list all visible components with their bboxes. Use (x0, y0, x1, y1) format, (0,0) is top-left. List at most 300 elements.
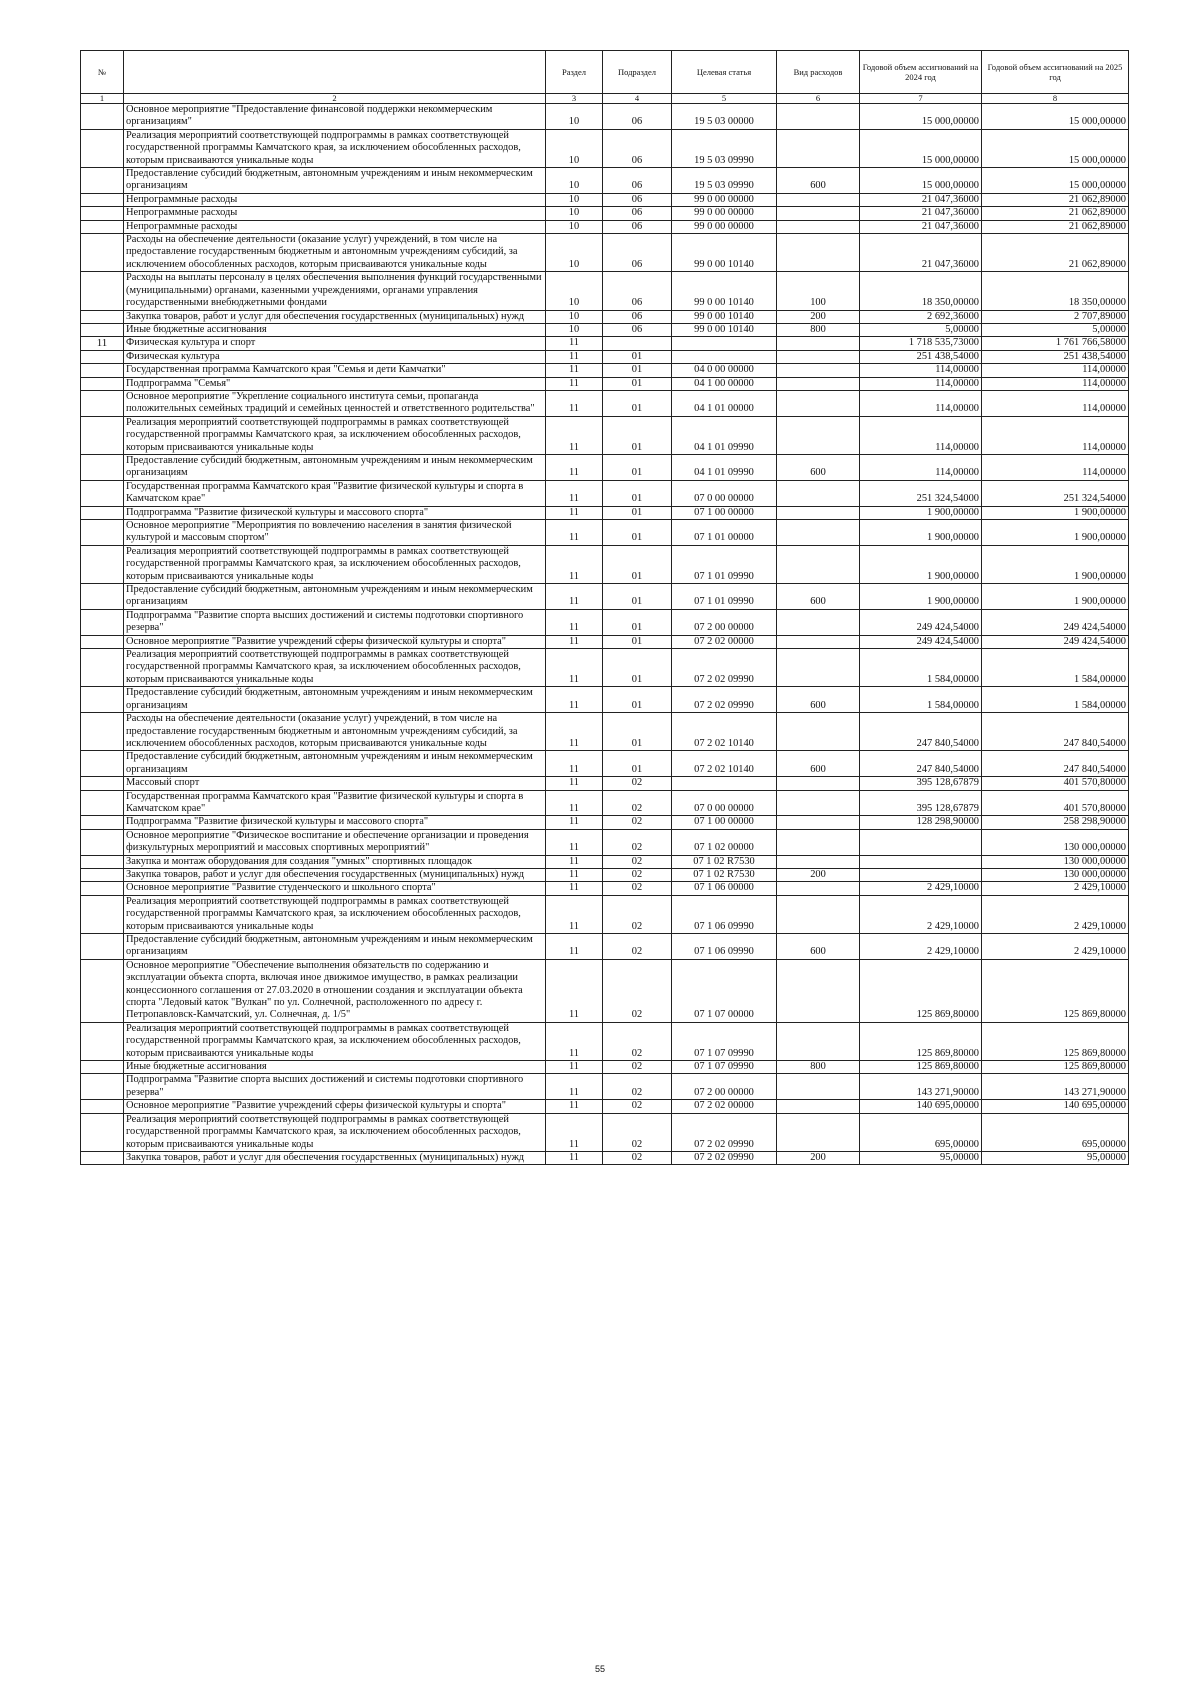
column-number: 1 (81, 94, 124, 104)
row-number (81, 377, 124, 390)
row-amount-2025: 114,00000 (982, 454, 1129, 480)
row-name: Физическая культура (124, 350, 546, 363)
row-amount-2024: 15 000,00000 (860, 104, 982, 130)
row-expense-type (777, 609, 860, 635)
table-row (81, 1113, 1129, 1151)
row-target-article: 07 1 07 00000 (672, 959, 777, 1022)
row-expense-type (777, 635, 860, 648)
row-amount-2024: 2 429,10000 (860, 895, 982, 933)
row-target-article: 07 1 00 00000 (672, 506, 777, 519)
column-number: 5 (672, 94, 777, 104)
row-razdel: 11 (546, 882, 603, 895)
row-name: Основное мероприятие "Развитие студенческого и школьного спорта" (124, 882, 546, 895)
budget-sheet (80, 50, 1128, 1165)
row-target-article: 07 1 06 09990 (672, 895, 777, 933)
row-expense-type: 200 (777, 310, 860, 323)
table-row (81, 520, 1129, 546)
row-amount-2024: 2 429,10000 (860, 882, 982, 895)
header-razdel: Раздел (546, 51, 603, 94)
row-expense-type: 200 (777, 868, 860, 881)
row-number (81, 959, 124, 1022)
row-number (81, 777, 124, 790)
row-podrazdel: 02 (603, 816, 672, 829)
table-row (81, 193, 1129, 206)
row-name: Подпрограмма "Развитие спорта высших достижений и системы подготовки спортивного резерва" (124, 609, 546, 635)
row-expense-type: 600 (777, 687, 860, 713)
row-podrazdel: 02 (603, 895, 672, 933)
row-podrazdel: 06 (603, 129, 672, 167)
row-podrazdel: 06 (603, 193, 672, 206)
row-name: Основное мероприятие "Физическое воспитание и обеспечение организации и проведения физкультурных мероприятий и массовых спортивных мероприятий" (124, 829, 546, 855)
table-body (81, 104, 1129, 1165)
row-number (81, 687, 124, 713)
row-number (81, 882, 124, 895)
row-number (81, 506, 124, 519)
table-row (81, 323, 1129, 336)
row-name: Закупка и монтаж оборудования для создания "умных" спортивных площадок (124, 855, 546, 868)
row-name: Закупка товаров, работ и услуг для обеспечения государственных (муниципальных) нужд (124, 310, 546, 323)
row-number (81, 220, 124, 233)
row-expense-type: 200 (777, 1151, 860, 1164)
row-number: 11 (81, 337, 124, 350)
row-name: Основное мероприятие "Обеспечение выполнения обязательств по содержанию и эксплуатации объекта спорта, включая иное движимое имущество, в рамках реализации концессионного соглашения от 27.03.2020 в отношении создания и эксплуатации объекта спорта "Ледовый каток "Вулкан" по ул. Солнечной, расположенного по адресу г. Петропавловск-Камчатский, ул. Солнечная, д. 1/5" (124, 959, 546, 1022)
row-razdel: 11 (546, 649, 603, 687)
row-name: Непрограммные расходы (124, 207, 546, 220)
row-amount-2025: 258 298,90000 (982, 816, 1129, 829)
row-amount-2024: 15 000,00000 (860, 168, 982, 194)
row-expense-type (777, 234, 860, 272)
row-amount-2024: 249 424,54000 (860, 609, 982, 635)
row-amount-2024: 21 047,36000 (860, 220, 982, 233)
row-amount-2025: 251 324,54000 (982, 480, 1129, 506)
row-podrazdel: 01 (603, 635, 672, 648)
table-row (81, 959, 1129, 1022)
row-razdel: 11 (546, 506, 603, 519)
row-number (81, 649, 124, 687)
row-razdel: 11 (546, 868, 603, 881)
row-razdel: 11 (546, 1022, 603, 1060)
row-amount-2025: 695,00000 (982, 1113, 1129, 1151)
row-razdel: 11 (546, 895, 603, 933)
row-expense-type (777, 790, 860, 816)
row-amount-2024: 247 840,54000 (860, 713, 982, 751)
row-expense-type (777, 416, 860, 454)
table-row (81, 635, 1129, 648)
row-expense-type (777, 1022, 860, 1060)
row-amount-2025: 125 869,80000 (982, 1022, 1129, 1060)
row-number (81, 168, 124, 194)
row-target-article: 19 5 03 09990 (672, 168, 777, 194)
row-podrazdel: 01 (603, 364, 672, 377)
row-razdel: 11 (546, 364, 603, 377)
row-number (81, 272, 124, 310)
row-amount-2025: 1 584,00000 (982, 649, 1129, 687)
row-amount-2025: 21 062,89000 (982, 193, 1129, 206)
row-expense-type (777, 520, 860, 546)
table-row (81, 855, 1129, 868)
row-number (81, 454, 124, 480)
row-expense-type (777, 649, 860, 687)
row-amount-2025: 18 350,00000 (982, 272, 1129, 310)
row-number (81, 323, 124, 336)
row-razdel: 11 (546, 416, 603, 454)
row-podrazdel: 02 (603, 1074, 672, 1100)
row-razdel: 11 (546, 454, 603, 480)
row-razdel: 11 (546, 377, 603, 390)
row-amount-2025: 251 438,54000 (982, 350, 1129, 363)
row-name: Предоставление субсидий бюджетным, автономным учреждениям и иным некоммерческим организациям (124, 687, 546, 713)
row-name: Расходы на обеспечение деятельности (оказание услуг) учреждений, в том числе на предоставление государственным бюджетным и автономным учреждениям субсидий, за исключением обособленных расходов, которым присваиваются уникальные коды (124, 234, 546, 272)
row-amount-2024: 1 718 535,73000 (860, 337, 982, 350)
row-podrazdel: 01 (603, 609, 672, 635)
table-row (81, 416, 1129, 454)
row-name: Иные бюджетные ассигнования (124, 323, 546, 336)
row-target-article: 07 1 01 09990 (672, 545, 777, 583)
row-razdel: 11 (546, 350, 603, 363)
row-podrazdel: 01 (603, 506, 672, 519)
header-target-article: Целевая статья (672, 51, 777, 94)
row-number (81, 1074, 124, 1100)
row-amount-2025: 114,00000 (982, 416, 1129, 454)
row-podrazdel: 01 (603, 377, 672, 390)
row-name: Подпрограмма "Семья" (124, 377, 546, 390)
row-amount-2025: 130 000,00000 (982, 855, 1129, 868)
row-razdel: 11 (546, 959, 603, 1022)
row-expense-type (777, 193, 860, 206)
row-number (81, 390, 124, 416)
row-amount-2025: 401 570,80000 (982, 777, 1129, 790)
row-razdel: 10 (546, 104, 603, 130)
row-podrazdel: 02 (603, 868, 672, 881)
row-number (81, 1061, 124, 1074)
row-amount-2024: 125 869,80000 (860, 1022, 982, 1060)
row-expense-type (777, 480, 860, 506)
row-expense-type (777, 104, 860, 130)
row-amount-2025: 114,00000 (982, 377, 1129, 390)
row-expense-type (777, 1100, 860, 1113)
row-amount-2024: 1 900,00000 (860, 545, 982, 583)
row-expense-type (777, 545, 860, 583)
row-target-article: 99 0 00 10140 (672, 310, 777, 323)
row-razdel: 10 (546, 207, 603, 220)
row-razdel: 11 (546, 751, 603, 777)
row-number (81, 207, 124, 220)
row-number (81, 816, 124, 829)
row-amount-2024: 114,00000 (860, 416, 982, 454)
row-podrazdel: 01 (603, 350, 672, 363)
table-row (81, 168, 1129, 194)
row-amount-2025: 249 424,54000 (982, 609, 1129, 635)
row-podrazdel: 02 (603, 934, 672, 960)
row-target-article: 07 2 02 10140 (672, 751, 777, 777)
row-amount-2025: 247 840,54000 (982, 713, 1129, 751)
table-row (81, 350, 1129, 363)
row-amount-2024: 1 900,00000 (860, 584, 982, 610)
row-name: Реализация мероприятий соответствующей подпрограммы в рамках соответствующей государственной программы Камчатского края, за исключением обособленных расходов, которым присваиваются уникальные коды (124, 545, 546, 583)
row-expense-type (777, 882, 860, 895)
row-target-article (672, 350, 777, 363)
row-podrazdel: 01 (603, 687, 672, 713)
row-expense-type (777, 377, 860, 390)
row-number (81, 416, 124, 454)
row-podrazdel: 01 (603, 416, 672, 454)
row-razdel: 11 (546, 1113, 603, 1151)
row-name: Иные бюджетные ассигнования (124, 1061, 546, 1074)
row-number (81, 1151, 124, 1164)
row-amount-2025: 143 271,90000 (982, 1074, 1129, 1100)
row-target-article: 99 0 00 10140 (672, 272, 777, 310)
row-name: Расходы на обеспечение деятельности (оказание услуг) учреждений, в том числе на предоставление государственным бюджетным и автономным учреждениям субсидий, за исключением обособленных расходов, которым присваиваются уникальные коды (124, 713, 546, 751)
row-razdel: 10 (546, 193, 603, 206)
column-number: 6 (777, 94, 860, 104)
table-row (81, 868, 1129, 881)
row-amount-2024: 21 047,36000 (860, 193, 982, 206)
row-name: Реализация мероприятий соответствующей подпрограммы в рамках соответствующей государственной программы Камчатского края, за исключением обособленных расходов, которым присваиваются уникальные коды (124, 1113, 546, 1151)
row-name: Предоставление субсидий бюджетным, автономным учреждениям и иным некоммерческим организациям (124, 751, 546, 777)
row-razdel: 10 (546, 129, 603, 167)
row-amount-2024: 1 900,00000 (860, 520, 982, 546)
row-name: Непрограммные расходы (124, 193, 546, 206)
row-podrazdel: 06 (603, 310, 672, 323)
row-razdel: 11 (546, 337, 603, 350)
row-name: Подпрограмма "Развитие физической культуры и массового спорта" (124, 506, 546, 519)
row-target-article: 07 2 02 00000 (672, 1100, 777, 1113)
row-target-article: 99 0 00 10140 (672, 323, 777, 336)
row-amount-2024: 114,00000 (860, 364, 982, 377)
table-row (81, 790, 1129, 816)
row-target-article: 19 5 03 09990 (672, 129, 777, 167)
header-name (124, 51, 546, 94)
table-row (81, 713, 1129, 751)
header-amount-2024: Годовой объем ассигнований на 2024 год (860, 51, 982, 94)
row-target-article: 07 1 07 09990 (672, 1061, 777, 1074)
row-expense-type (777, 364, 860, 377)
row-number (81, 895, 124, 933)
row-amount-2024: 247 840,54000 (860, 751, 982, 777)
row-name: Реализация мероприятий соответствующей подпрограммы в рамках соответствующей государственной программы Камчатского края, за исключением обособленных расходов, которым присваиваются уникальные коды (124, 1022, 546, 1060)
row-podrazdel: 02 (603, 959, 672, 1022)
row-expense-type: 100 (777, 272, 860, 310)
row-amount-2024: 18 350,00000 (860, 272, 982, 310)
row-number (81, 934, 124, 960)
row-razdel: 11 (546, 829, 603, 855)
table-row (81, 104, 1129, 130)
row-expense-type (777, 129, 860, 167)
row-name: Расходы на выплаты персоналу в целях обеспечения выполнения функций государственными (муниципальными) органами, казенными учреждениями, органами управления государственными внебюджетными фондами (124, 272, 546, 310)
table-row (81, 310, 1129, 323)
row-target-article: 04 1 00 00000 (672, 377, 777, 390)
row-amount-2024 (860, 868, 982, 881)
row-razdel: 11 (546, 545, 603, 583)
row-amount-2025: 2 707,89000 (982, 310, 1129, 323)
row-number (81, 104, 124, 130)
row-amount-2024 (860, 829, 982, 855)
row-amount-2024: 128 298,90000 (860, 816, 982, 829)
row-expense-type (777, 777, 860, 790)
table-row (81, 895, 1129, 933)
row-razdel: 10 (546, 220, 603, 233)
row-target-article: 07 1 02 00000 (672, 829, 777, 855)
row-amount-2025: 95,00000 (982, 1151, 1129, 1164)
row-razdel: 11 (546, 1100, 603, 1113)
row-amount-2025: 2 429,10000 (982, 882, 1129, 895)
row-razdel: 10 (546, 323, 603, 336)
row-name: Государственная программа Камчатского края "Развитие физической культуры и спорта в Камчатском крае" (124, 480, 546, 506)
row-podrazdel: 02 (603, 1100, 672, 1113)
row-number (81, 829, 124, 855)
row-amount-2024: 1 584,00000 (860, 649, 982, 687)
row-target-article (672, 777, 777, 790)
row-name: Реализация мероприятий соответствующей подпрограммы в рамках соответствующей государственной программы Камчатского края, за исключением обособленных расходов, которым присваиваются уникальные коды (124, 649, 546, 687)
row-razdel: 11 (546, 520, 603, 546)
row-number (81, 790, 124, 816)
row-name: Основное мероприятие "Развитие учреждений сферы физической культуры и спорта" (124, 1100, 546, 1113)
row-amount-2024: 114,00000 (860, 377, 982, 390)
row-target-article: 04 1 01 09990 (672, 454, 777, 480)
row-number (81, 751, 124, 777)
row-target-article: 07 1 06 09990 (672, 934, 777, 960)
row-amount-2025: 114,00000 (982, 364, 1129, 377)
row-name: Предоставление субсидий бюджетным, автономным учреждениям и иным некоммерческим организациям (124, 454, 546, 480)
header-amount-2025: Годовой объем ассигнований на 2025 год (982, 51, 1129, 94)
row-podrazdel: 01 (603, 454, 672, 480)
row-expense-type: 600 (777, 751, 860, 777)
row-target-article: 99 0 00 00000 (672, 207, 777, 220)
table-row (81, 364, 1129, 377)
row-podrazdel: 02 (603, 882, 672, 895)
row-amount-2024: 251 438,54000 (860, 350, 982, 363)
row-target-article: 07 2 02 09990 (672, 1151, 777, 1164)
row-number (81, 1100, 124, 1113)
row-number (81, 1022, 124, 1060)
row-podrazdel (603, 337, 672, 350)
row-name: Непрограммные расходы (124, 220, 546, 233)
row-razdel: 10 (546, 168, 603, 194)
row-expense-type: 600 (777, 454, 860, 480)
row-target-article: 19 5 03 00000 (672, 104, 777, 130)
row-name: Основное мероприятие "Мероприятия по вовлечению населения в занятия физической культурой и массовым спортом" (124, 520, 546, 546)
row-target-article: 99 0 00 00000 (672, 193, 777, 206)
row-target-article: 07 2 02 00000 (672, 635, 777, 648)
row-number (81, 609, 124, 635)
row-razdel: 11 (546, 777, 603, 790)
row-amount-2025: 15 000,00000 (982, 104, 1129, 130)
header-expense-type: Вид расходов (777, 51, 860, 94)
row-amount-2024: 251 324,54000 (860, 480, 982, 506)
row-amount-2024 (860, 855, 982, 868)
row-razdel: 11 (546, 713, 603, 751)
row-name: Закупка товаров, работ и услуг для обеспечения государственных (муниципальных) нужд (124, 868, 546, 881)
row-name: Физическая культура и спорт (124, 337, 546, 350)
row-amount-2024: 2 692,36000 (860, 310, 982, 323)
table-row (81, 234, 1129, 272)
column-number: 7 (860, 94, 982, 104)
row-target-article: 07 0 00 00000 (672, 480, 777, 506)
table-row (81, 1074, 1129, 1100)
table-row (81, 584, 1129, 610)
table-row (81, 934, 1129, 960)
row-podrazdel: 01 (603, 751, 672, 777)
row-razdel: 11 (546, 1061, 603, 1074)
row-amount-2024: 125 869,80000 (860, 959, 982, 1022)
row-expense-type: 800 (777, 323, 860, 336)
row-amount-2024: 249 424,54000 (860, 635, 982, 648)
row-podrazdel: 02 (603, 790, 672, 816)
row-amount-2024: 1 900,00000 (860, 506, 982, 519)
row-amount-2025: 130 000,00000 (982, 829, 1129, 855)
row-razdel: 10 (546, 234, 603, 272)
row-name: Предоставление субсидий бюджетным, автономным учреждениям и иным некоммерческим организациям (124, 168, 546, 194)
table-row (81, 816, 1129, 829)
row-name: Реализация мероприятий соответствующей подпрограммы в рамках соответствующей государственной программы Камчатского края, за исключением обособленных расходов, которым присваиваются уникальные коды (124, 416, 546, 454)
page-number: 55 (594, 1664, 605, 1674)
row-amount-2024: 1 584,00000 (860, 687, 982, 713)
row-podrazdel: 01 (603, 649, 672, 687)
row-target-article: 07 1 06 00000 (672, 882, 777, 895)
table-row (81, 545, 1129, 583)
row-razdel: 11 (546, 609, 603, 635)
table-row (81, 272, 1129, 310)
row-amount-2025: 1 900,00000 (982, 545, 1129, 583)
row-amount-2024: 5,00000 (860, 323, 982, 336)
row-podrazdel: 06 (603, 104, 672, 130)
row-target-article: 07 1 01 09990 (672, 584, 777, 610)
row-target-article: 99 0 00 00000 (672, 220, 777, 233)
row-podrazdel: 06 (603, 207, 672, 220)
row-target-article: 04 1 01 00000 (672, 390, 777, 416)
row-number (81, 545, 124, 583)
row-expense-type (777, 506, 860, 519)
table-header (81, 51, 1129, 104)
table-row (81, 687, 1129, 713)
row-expense-type (777, 816, 860, 829)
row-amount-2024: 140 695,00000 (860, 1100, 982, 1113)
row-expense-type: 600 (777, 584, 860, 610)
table-row (81, 829, 1129, 855)
row-podrazdel: 02 (603, 1022, 672, 1060)
row-target-article: 04 1 01 09990 (672, 416, 777, 454)
table-row (81, 1022, 1129, 1060)
row-podrazdel: 06 (603, 168, 672, 194)
row-amount-2025: 140 695,00000 (982, 1100, 1129, 1113)
row-amount-2024: 143 271,90000 (860, 1074, 982, 1100)
table-row (81, 609, 1129, 635)
row-amount-2025: 401 570,80000 (982, 790, 1129, 816)
row-number (81, 584, 124, 610)
row-razdel: 11 (546, 687, 603, 713)
row-number (81, 193, 124, 206)
row-name: Основное мероприятие "Укрепление социального института семьи, пропаганда положительных семейных традиций и семейных ценностей и ответственного родительства" (124, 390, 546, 416)
row-amount-2024: 95,00000 (860, 1151, 982, 1164)
row-number (81, 350, 124, 363)
row-number (81, 713, 124, 751)
row-number (81, 364, 124, 377)
row-number (81, 1113, 124, 1151)
row-target-article: 04 0 00 00000 (672, 364, 777, 377)
row-target-article: 07 2 02 09990 (672, 649, 777, 687)
row-amount-2025: 21 062,89000 (982, 207, 1129, 220)
row-target-article: 07 1 00 00000 (672, 816, 777, 829)
row-number (81, 868, 124, 881)
row-expense-type (777, 390, 860, 416)
row-expense-type (777, 350, 860, 363)
row-amount-2025: 2 429,10000 (982, 934, 1129, 960)
row-razdel: 11 (546, 1074, 603, 1100)
table-row (81, 390, 1129, 416)
row-podrazdel: 01 (603, 584, 672, 610)
row-name: Государственная программа Камчатского края "Развитие физической культуры и спорта в Камчатском крае" (124, 790, 546, 816)
row-amount-2025: 1 900,00000 (982, 506, 1129, 519)
